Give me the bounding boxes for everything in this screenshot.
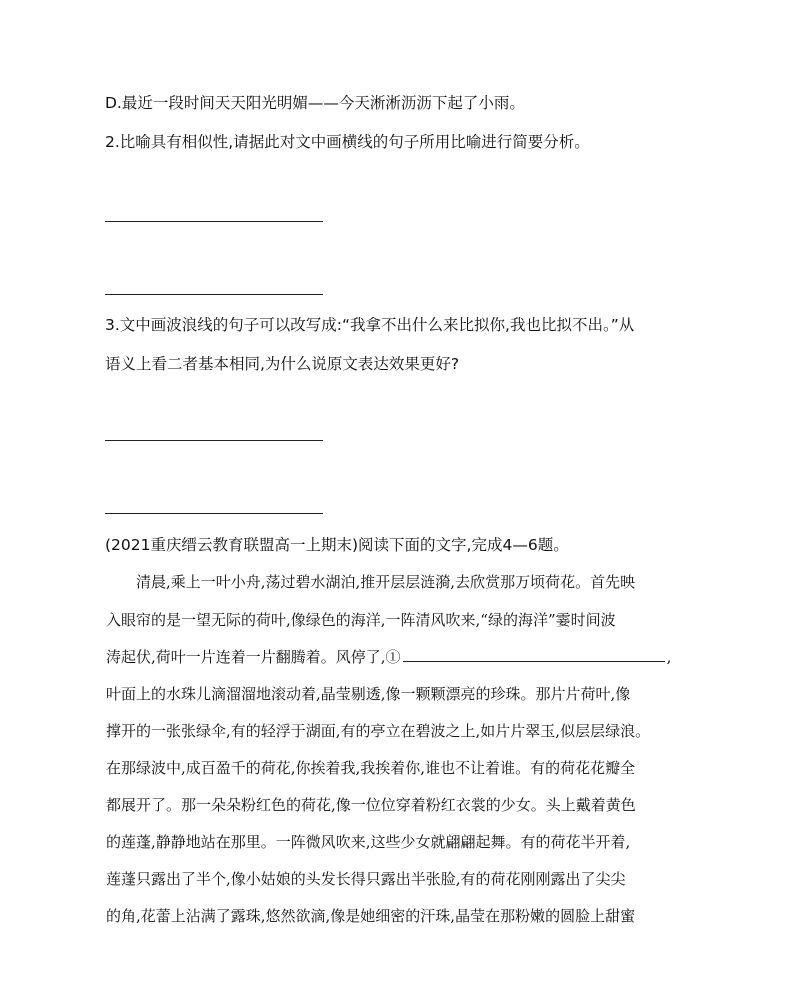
blank-marker: ① <box>385 648 401 666</box>
fill-in-blank-1[interactable] <box>403 647 665 662</box>
answer-blank-q3-1[interactable] <box>105 440 323 441</box>
answer-blank-q3-2[interactable] <box>105 513 323 514</box>
passage-line-3-text: 涛起伏,荷叶一片连着一片翻腾着。风停了, <box>106 648 386 666</box>
question-3-line-1: 3.文中画波浪线的句子可以改写成:“我拿不出什么来比拟你,我也比拟不出。”从 <box>105 316 635 334</box>
question-2: 2.比喻具有相似性,请据此对文中画横线的句子所用比喻进行简要分析。 <box>105 133 590 151</box>
passage-line-5: 撑开的一张张绿伞,有的轻浮于湖面,有的亭立在碧波之上,如片片翠玉,似层层绿浪。 <box>106 722 651 740</box>
passage-line-10: 的角,花蕾上沾满了露珠,悠然欲滴,像是她细密的汗珠,晶莹在那粉嫩的圆脸上甜蜜 <box>106 907 636 925</box>
passage-line-3-comma: , <box>666 648 672 666</box>
passage-line-6: 在那绿波中,成百盈千的荷花,你挨着我,我挨着你,谁也不让着谁。有的荷花花瓣全 <box>106 759 636 777</box>
answer-blank-q2-2[interactable] <box>105 294 323 295</box>
passage-line-3 <box>106 647 671 667</box>
passage-line-2: 入眼帘的是一望无际的荷叶,像绿色的海洋,一阵清风吹来,“绿的海洋”霎时间波 <box>106 611 616 629</box>
passage-line-8: 的莲蓬,静静地站在那里。一阵微风吹来,这些少女就翩翩起舞。有的荷花半开着, <box>106 833 631 851</box>
passage-line-7: 都展开了。那一朵朵粉红色的荷花,像一位位穿着粉红衣裳的少女。头上戴着黄色 <box>106 796 636 814</box>
passage-line-4: 叶面上的水珠儿滴溜溜地滚动着,晶莹剔透,像一颗颗漂亮的珍珠。那片片荷叶,像 <box>106 685 631 703</box>
passage-line-1: 清晨,乘上一叶小舟,荡过碧水湖泊,推开层层涟漪,去欣赏那万顷荷花。首先映 <box>136 573 636 591</box>
option-d: D.最近一段时间天天阳光明媚——今天淅淅沥沥下起了小雨。 <box>105 94 525 112</box>
source-note: (2021重庆缙云教育联盟高一上期末)阅读下面的文字,完成4—6题。 <box>105 536 569 554</box>
passage-line-9: 莲蓬只露出了半个,像小姑娘的头发长得只露出半张脸,有的荷花刚刚露出了尖尖 <box>106 870 626 888</box>
question-3-line-2: 语义上看二者基本相同,为什么说原文表达效果更好? <box>105 355 460 373</box>
answer-blank-q2-1[interactable] <box>105 221 323 222</box>
